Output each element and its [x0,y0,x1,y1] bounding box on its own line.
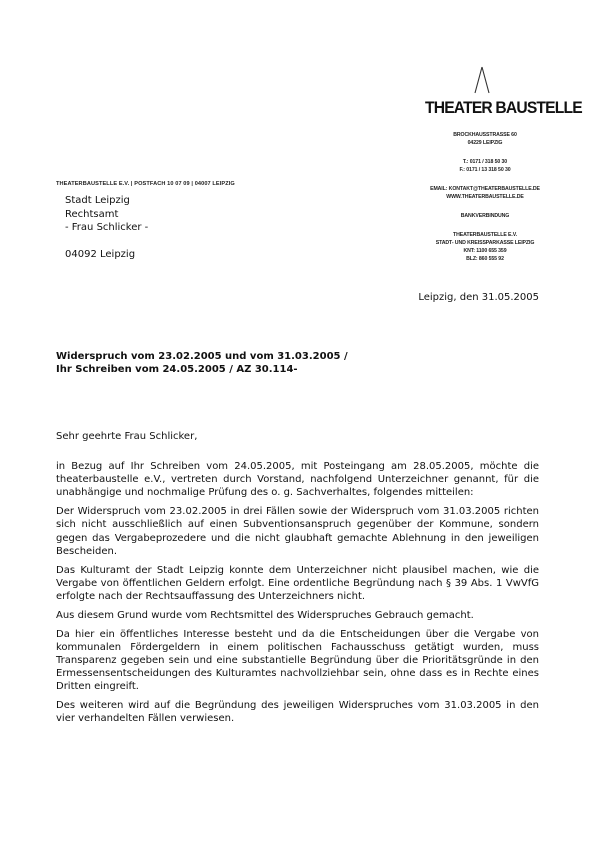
letterhead-contact [410,131,560,263]
recipient-line: - Frau Schlicker - [65,222,149,234]
contact-blz: BLZ: 860 555 92 [466,256,504,262]
subject [56,350,348,376]
salutation: Sehr geehrte Frau Schlicker, [56,431,198,442]
logo-text: THEATER BAUSTELLE [425,98,582,117]
contact-phone: T.: 0171 / 318 50 30 [462,159,508,165]
recipient-address [65,194,148,262]
body-paragraph: Des weiteren wird auf die Begründung des jeweiligen Widerspruches vom 31.03.2005 in den vier verhandelten Fällen verwiesen. [56,700,539,725]
body-paragraph: Da hier ein öffentliches Interesse besteht und da die Entscheidungen über die Vergabe von kommunalen Fördergeldern in einem politischen Fachausschuss getätigt wurden, muss Transparenz gegeben sein und eine substantielle Begründung über die Prioritätsgründe in den Ermessensentscheidungen des Kulturamtes nachvollziehbar sein, ohne dass es in Rechte eines Dritten eingreift. [56,628,539,693]
logo-mark-icon [470,66,494,94]
body-paragraph: Das Kulturamt der Stadt Leipzig konnte dem Unterzeichner nicht plausibel machen, wie die Vergabe von öffentlichen Geldern erfolgt. Eine ordentliche Begründung nach § 39 Abs. 1 VwVfG erfolgte nach der Rechtsauffassung des Unterzeichners nicht. [56,564,539,603]
subject-line: Ihr Schreiben vom 24.05.2005 / AZ 30.114- [56,364,298,376]
subject-line: Widerspruch vom 23.02.2005 und vom 31.03.2005 / [56,351,348,362]
contact-city: 04229 LEIPZIG [467,140,503,146]
contact-street: BROCKHAUSSTRASSE 60 [453,132,517,138]
letter-date: Leipzig, den 31.05.2005 [418,292,539,303]
contact-email: EMAIL: KONTAKT@THEATERBAUSTELLE.DE [430,186,540,192]
sender-line: THEATERBAUSTELLE E.V. | POSTFACH 10 07 09 | 04007 LEIPZIG [56,181,235,187]
body-paragraph: Aus diesem Grund wurde vom Rechtsmittel des Widerspruches Gebrauch gemacht. [56,609,474,621]
body-paragraph: in Bezug auf Ihr Schreiben vom 24.05.2005, mit Posteingang am 28.05.2005, möchte die theaterbaustelle e.V., vertreten durch Vorstand, nachfolgend Unterzeichner genannt, für die unabhängige und nochmalige Prüfung des o. g. Sachverhaltes, folgendes mitteilen: [56,461,539,499]
recipient-line: Stadt Leipzig [65,195,130,206]
body-paragraph: Der Widerspruch vom 23.02.2005 in drei Fällen sowie der Widerspruch vom 31.03.2005 richten sich nicht ausschließlich auf einen Subventionsanspruch gegenüber der Kommune, sondern gegen das Vergabeprozedere und die nicht glaubhaft gemachte Ablehnung in den jeweiligen Bescheiden. [56,506,539,557]
letter-body [56,460,539,731]
contact-web: WWW.THEATERBAUSTELLE.DE [446,194,524,200]
contact-bank-holder: THEATERBAUSTELLE E.V. [453,232,517,238]
contact-bank-heading: BANKVERBINDUNG [460,213,510,219]
recipient-line: Rechtsamt [65,208,119,220]
recipient-line: 04092 Leipzig [65,249,136,261]
contact-account: KNT: 1100 655 359 [463,248,507,254]
contact-fax: F.: 0171 / 13 318 50 30 [459,167,511,173]
contact-bank-name: STADT- UND KREISSPARKASSE LEIPZIG [435,240,535,246]
